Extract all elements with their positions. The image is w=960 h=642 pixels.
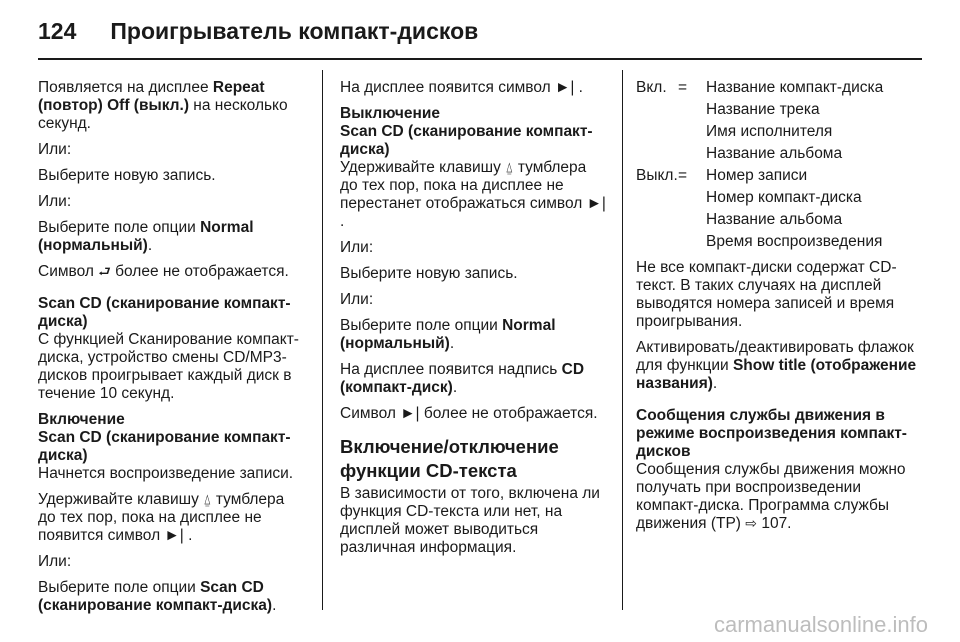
paragraph: На дисплее появится надпись CD (компакт-диск).	[340, 361, 585, 396]
column-divider	[622, 70, 623, 610]
list-item: Номер записи	[706, 167, 808, 184]
paragraph: Появляется на дисплее Repeat (повтор) Off (выкл.) на несколько секунд.	[38, 79, 288, 132]
repeat-icon: ⮐	[98, 264, 111, 280]
paragraph: В зависимости от того, включена ли функция CD-текста или нет, на дисплей может выводиться различная информация.	[340, 485, 600, 556]
paragraph: Выберите поле опции Scan CD (сканирование компакт-диска).	[38, 579, 277, 614]
page-reference-icon: ⇨	[745, 516, 758, 532]
column-1	[38, 79, 306, 623]
column-3	[636, 79, 924, 541]
section-heading: Scan CD (сканирование компакт-диска)	[340, 123, 593, 158]
on-label: Вкл.	[636, 79, 667, 96]
page-title: Проигрыватель компакт-дисков	[110, 18, 479, 44]
header-rule	[38, 58, 922, 60]
toggle-key-icon: ⍙	[203, 492, 212, 508]
paragraph: На дисплее появится символ ►| .	[340, 79, 583, 96]
list-item: Название компакт-диска	[706, 79, 884, 96]
list-item: Название трека	[706, 101, 820, 118]
section-heading: Включение/отключение функции CD-текста	[340, 436, 559, 481]
page-number: 124	[38, 18, 77, 44]
section-heading: Выключение	[340, 105, 441, 122]
paragraph: Активировать/деактивировать флажок для функции Show title (отображение названия).	[636, 339, 917, 392]
paragraph: С функцией Сканирование компакт-диска, устройство смены CD/MP3-дисков проигрывает каждый диск в течение 10 секунд.	[38, 331, 299, 402]
paragraph: Выберите новую запись.	[38, 167, 216, 184]
section-heading: Сообщения службы движения в режиме воспроизведения компакт-дисков	[636, 407, 907, 460]
paragraph: Или:	[340, 291, 374, 308]
paragraph: Сообщения службы движения можно получать при воспроизведении компакт-диска. Программа службы движения (TP) ⇨ 107.	[636, 461, 906, 532]
paragraph: Выберите новую запись.	[340, 265, 518, 282]
list-item: Время воспроизведения	[706, 233, 883, 250]
toggle-key-icon: ⍙	[505, 160, 514, 176]
paragraph: Символ ►| более не отображается.	[340, 405, 598, 422]
paragraph: Символ ⮐ более не отображается.	[38, 263, 289, 280]
watermark: carmanualsonline.info	[713, 612, 928, 637]
section-heading: Scan CD (сканирование компакт-диска)	[38, 295, 291, 330]
paragraph: Не все компакт-диски содержат CD-текст. В таких случаях на дисплей выводятся номера записей и время проигрывания.	[636, 259, 897, 330]
list-item: Название альбома	[706, 145, 843, 162]
paragraph: Или:	[38, 193, 72, 210]
column-2	[340, 79, 608, 565]
paragraph: Удерживайте клавишу ⍙ тумблера до тех пор, пока на дисплее не появится символ ►| .	[38, 491, 285, 544]
paragraph: Выберите поле опции Normal (нормальный).	[38, 219, 254, 254]
paragraph: Начнется воспроизведение записи.	[38, 465, 294, 482]
off-label: Выкл.	[636, 167, 678, 184]
paragraph: Удерживайте клавишу ⍙ тумблера до тех пор, пока на дисплее не перестанет отображаться символ ►| .	[340, 159, 606, 230]
list-item: Имя исполнителя	[706, 123, 833, 140]
paragraph: Или:	[38, 553, 72, 570]
paragraph: Выберите поле опции Normal (нормальный).	[340, 317, 556, 352]
section-heading: Scan CD (сканирование компакт-диска)	[38, 429, 291, 464]
list-item: Номер компакт-диска	[706, 189, 862, 206]
cd-text-on-list: Вкл. = Название компакт-диска Название трека Имя исполнителя Название альбома Выкл. = Номер записи Номер компакт-диска Название альбома Время воспроизведения	[636, 79, 924, 251]
list-item: Название альбома	[706, 211, 843, 228]
section-heading: Включение	[38, 411, 125, 428]
paragraph: Или:	[38, 141, 72, 158]
page-header	[38, 18, 478, 45]
column-divider	[322, 70, 323, 610]
paragraph: Или:	[340, 239, 374, 256]
